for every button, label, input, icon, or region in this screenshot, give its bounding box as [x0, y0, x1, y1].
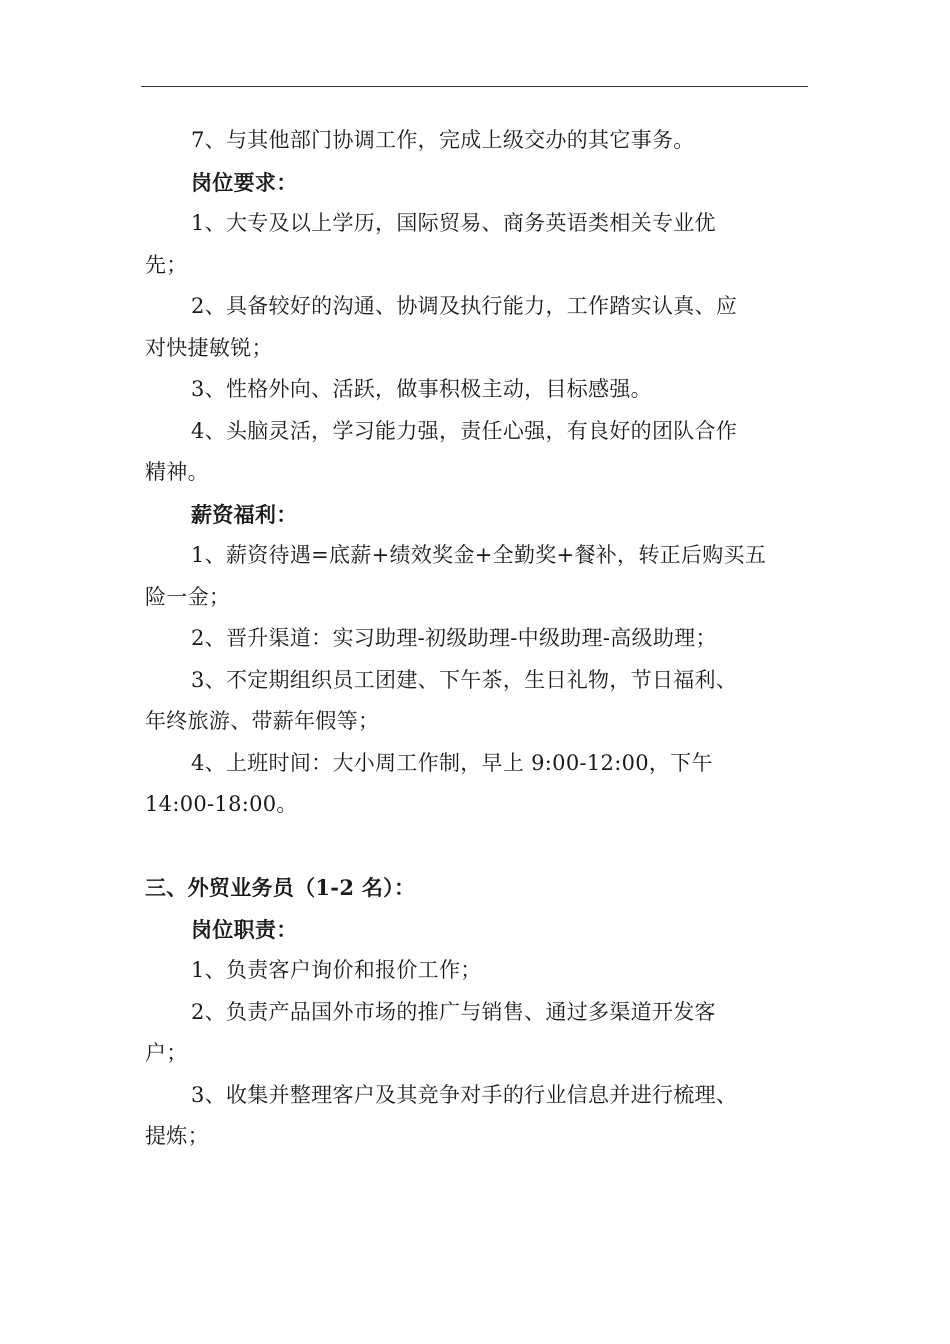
section-3-title: 三、外贸业务员（1-2 名）： — [145, 875, 416, 900]
requirement-3: 3、性格外向、活跃，做事积极主动，目标感强。 — [191, 377, 652, 401]
requirement-1-line-1: 1、大专及以上学历，国际贸易、商务英语类相关专业优 — [191, 211, 716, 235]
benefit-3-line-2: 年终旅游、带薪年假等； — [145, 709, 380, 733]
document-body — [145, 120, 807, 1158]
duty-2-line-1: 2、负责产品国外市场的推广与销售、通过多渠道开发客 — [191, 999, 716, 1024]
duty-3-line-1: 3、收集并整理客户及其竞争对手的行业信息并进行梳理、 — [191, 1082, 738, 1107]
duties-heading: 岗位职责： — [191, 916, 298, 942]
duty-1: 1、负责客户询价和报价工作； — [191, 958, 482, 982]
benefit-4-line-2: 14:00-18:00。 — [145, 792, 298, 816]
requirement-4-line-2: 精神。 — [145, 460, 209, 484]
duty-2-line-2: 户； — [145, 1041, 188, 1065]
benefits-heading: 薪资福利： — [191, 501, 298, 527]
benefit-3-line-1: 3、不定期组织员工团建、下午茶，生日礼物，节日福利、 — [191, 667, 738, 692]
requirement-1-line-2: 先； — [145, 252, 188, 277]
header-rule — [141, 86, 808, 87]
requirement-2-line-1: 2、具备较好的沟通、协调及执行能力，工作踏实认真、应 — [191, 294, 738, 318]
requirement-4-line-1: 4、头脑灵活，学习能力强，责任心强，有良好的团队合作 — [191, 418, 738, 443]
requirement-2-line-2: 对快捷敏锐； — [145, 335, 273, 360]
benefit-2: 2、晋升渠道：实习助理-初级助理-中级助理-高级助理； — [191, 626, 717, 650]
requirements-heading: 岗位要求： — [191, 169, 298, 195]
duty-item-7: 7、与其他部门协调工作，完成上级交办的其它事务。 — [191, 128, 695, 152]
section-spacer — [145, 826, 807, 868]
benefit-1-line-2: 险一金； — [145, 584, 231, 609]
benefit-4-line-1: 4、上班时间：大小周工作制，早上 9:00-12:00，下午 — [191, 750, 713, 775]
duty-3-line-2: 提炼； — [145, 1124, 209, 1148]
benefit-1-line-1: 1、薪资待遇=底薪+绩效奖金+全勤奖+餐补，转正后购买五 — [191, 543, 767, 567]
